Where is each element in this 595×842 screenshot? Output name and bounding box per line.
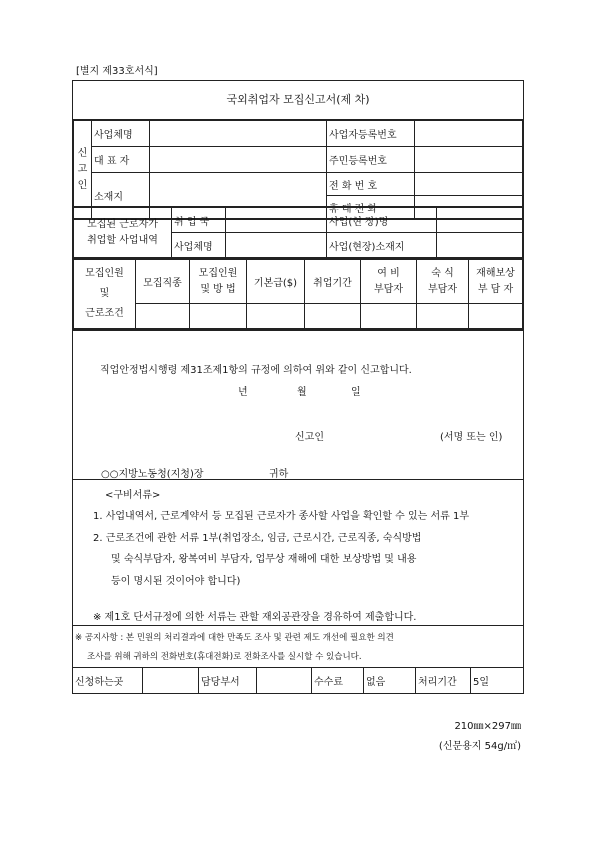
conditions-section [72,258,524,330]
form-number: [별지 제33호서식] [76,66,158,77]
month-label: 월 [297,387,307,398]
site-name-field[interactable] [437,208,523,233]
header-accident-comp: 재해보상 부 담 자 [469,260,523,304]
document-item-2-end: 등이 명시된 것이어야 합니다) [111,576,241,587]
paper-size: 210㎜×297㎜ [454,721,521,732]
business-name-field[interactable] [150,121,327,147]
base-salary-field[interactable] [247,304,305,329]
header-lodging: 숙 식 부담자 [417,260,469,304]
addressee: ○○지방노동청(지청)장 [101,469,204,480]
required-documents [72,479,524,626]
dept-field [257,668,312,694]
site-address-label: 사업(현장)소재지 [327,233,437,258]
applicant-side-label: 신 고 인 [74,121,92,219]
notice-line-2: 조사를 위해 귀하의 전화번호(휴대전화)로 전화조사를 실시할 수 있습니다. [87,652,362,662]
resident-no-label: 주민등록번호 [327,147,415,173]
country-label: 취 업 국 [172,208,226,233]
document-item-1: 1. 사업내역서, 근로계약서 등 모집된 근로자가 종사할 사업을 확인할 수 있는 서류 1부 [93,511,470,522]
signature-note: (서명 또는 인) [440,432,503,443]
submit-to-field [143,668,199,694]
business-name-label: 사업체명 [92,121,150,147]
header-base-salary: 기본급($) [247,260,305,304]
year-label: 년 [238,387,248,398]
phone-field[interactable] [415,173,523,196]
period-value: 5일 [471,668,524,694]
employment-period-field[interactable] [305,304,361,329]
address-label: 소재지 [92,173,150,219]
header-job-type: 모집직종 [136,260,190,304]
site-name-label: 사업(현 장)명 [327,208,437,233]
representative-label: 대 표 자 [92,147,150,173]
fee-label: 수수료 [312,668,364,694]
country-field[interactable] [226,208,327,233]
recruit-method-field[interactable] [190,304,247,329]
business-section-label: 모집된 근로자가 취업할 사업내역 [74,208,172,258]
document-item-2-cont: 및 숙식부담자, 왕복여비 부담자, 업무상 재해에 대한 보상방법 및 내용 [111,554,417,565]
declaration-statement: 직업안정법시행령 제31조제1항의 규정에 의하여 위와 같이 신고합니다. [100,365,412,376]
notice-line-1: ※ 공지사항 : 본 민원의 처리결과에 대한 만족도 조사 및 관련 제도 개선에 필요한 의견 [75,633,394,643]
period-label: 처리기간 [416,668,471,694]
header-recruit-method: 모집인원 및 방 법 [190,260,247,304]
company-label: 사업체명 [172,233,226,258]
processing-info [72,667,524,694]
paper-type: (신문용지 54g/㎡) [438,741,521,752]
document-note: ※ 제1호 단서규정에 의한 서류는 관할 재외공관장을 경유하여 제출합니다. [93,612,417,623]
applicant-signature-label: 신고인 [295,432,324,443]
accident-comp-field[interactable] [469,304,523,329]
header-travel-cost: 여 비 부담자 [361,260,417,304]
business-section [72,206,524,259]
documents-heading: <구비서류> [105,490,161,501]
honorific: 귀하 [269,469,289,480]
phone-label: 전 화 번 호 [327,173,415,196]
applicant-section [72,119,524,220]
mobile-label: 휴 대 전 화 [327,196,415,219]
lodging-field[interactable] [417,304,469,329]
representative-field[interactable] [150,147,327,173]
document-item-2: 2. 근로조건에 관한 서류 1부(취업장소, 임금, 근로시간, 근로직종, 숙식방법 [93,533,422,544]
job-type-field[interactable] [136,304,190,329]
site-address-field[interactable] [437,233,523,258]
resident-no-field[interactable] [415,147,523,173]
submit-to-label: 신청하는곳 [73,668,143,694]
company-field[interactable] [226,233,327,258]
header-employment-period: 취업기간 [305,260,361,304]
business-reg-no-label: 사업자등록번호 [327,121,415,147]
conditions-label: 모집인원 및 근로조건 [74,260,136,329]
day-label: 일 [351,387,361,398]
business-reg-no-field[interactable] [415,121,523,147]
dept-label: 담당부서 [199,668,257,694]
travel-cost-field[interactable] [361,304,417,329]
declaration-section [72,330,524,480]
fee-value: 없음 [364,668,416,694]
notice-section [72,625,524,668]
form-title: 국외취업자 모집신고서(제 차) [72,80,524,120]
